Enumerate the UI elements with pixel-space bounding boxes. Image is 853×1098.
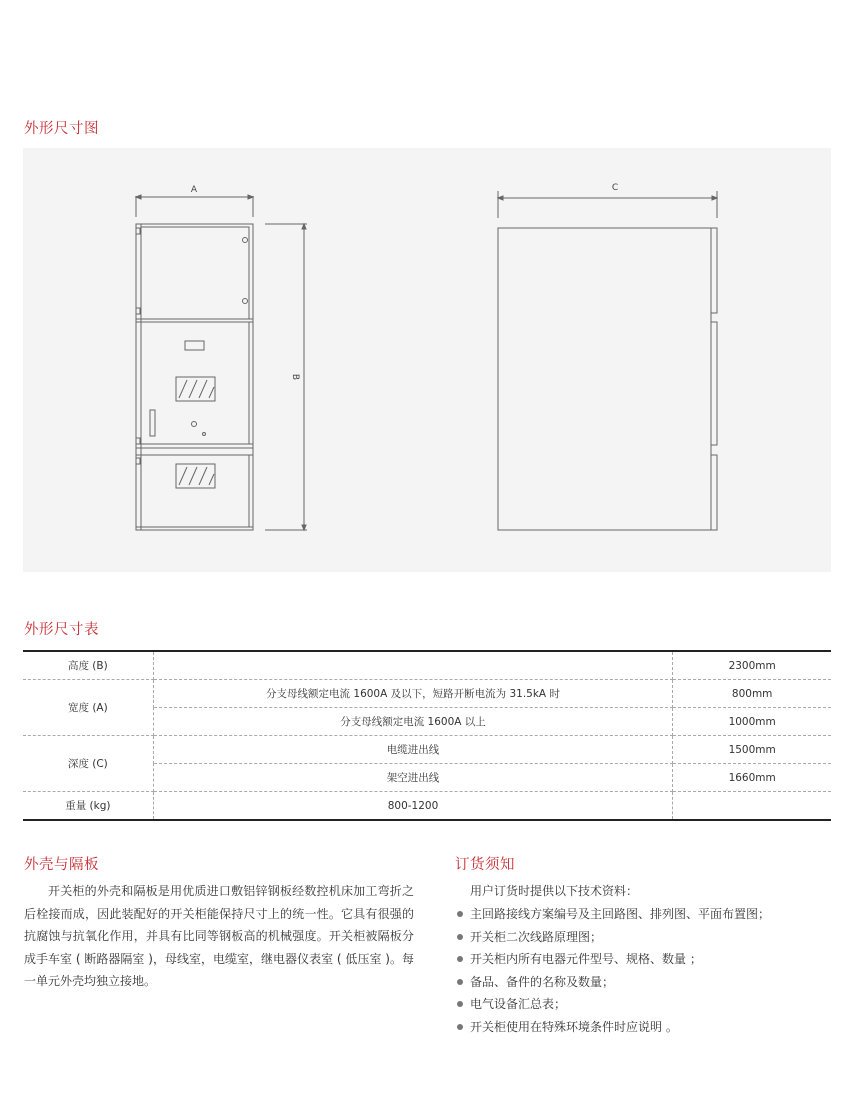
depth-value-1: 1500mm <box>673 736 831 764</box>
weight-empty <box>673 792 831 821</box>
dimension-b-label: B <box>290 373 300 381</box>
width-value-1: 800mm <box>673 680 831 708</box>
weight-value: 800-1200 <box>153 792 673 821</box>
depth-condition-1: 电缆进出线 <box>153 736 673 764</box>
list-item: 备品、备件的名称及数量； <box>455 971 770 994</box>
outline-drawing <box>23 148 831 572</box>
height-label: 高度 (B) <box>23 651 153 680</box>
table-row <box>23 651 831 680</box>
depth-label: 深度 (C) <box>23 736 153 792</box>
table-row <box>23 792 831 821</box>
ordering-intro: 用户订货时提供以下技术资料： <box>470 884 639 898</box>
outline-drawing-title: 外形尺寸图 <box>24 121 99 137</box>
table-row <box>23 680 831 708</box>
ordering-title: 订货须知 <box>455 857 515 873</box>
list-item: 开关柜使用在特殊环境条件时应说明 。 <box>455 1016 770 1039</box>
list-item: 主回路接线方案编号及主回路图、排列图、平面布置图； <box>455 903 770 926</box>
table-row <box>23 736 831 764</box>
height-condition <box>153 651 673 680</box>
enclosure-title: 外壳与隔板 <box>24 857 99 873</box>
cabinet-drawing-svg <box>23 148 831 572</box>
width-condition-2: 分支母线额定电流 1600A 以上 <box>153 708 673 736</box>
width-value-2: 1000mm <box>673 708 831 736</box>
list-item: 开关柜二次线路原理图； <box>455 926 770 949</box>
dimension-table <box>23 650 831 821</box>
ordering-list <box>455 903 770 1038</box>
dimension-a-label: A <box>190 185 198 195</box>
enclosure-paragraph: 开关柜的外壳和隔板是用优质进口敷铝锌钢板经数控机床加工弯折之后栓接而成，因此装配好的开关柜能保持尺寸上的统一性。它具有很强的抗腐蚀与抗氧化作用，并具有比同等钢板高的机械强度。开关柜被隔板分成手车室 ( 断路器隔室 )，母线室，电缆室，继电器仪表室 ( 低压室 )。每一单元外壳均独立接地。 <box>24 884 414 988</box>
dimension-c-label: C <box>611 183 619 193</box>
width-condition-1: 分支母线额定电流 1600A 及以下，短路开断电流为 31.5kA 时 <box>153 680 673 708</box>
weight-label: 重量 (kg) <box>23 792 153 821</box>
depth-value-2: 1660mm <box>673 764 831 792</box>
list-item: 电气设备汇总表； <box>455 993 770 1016</box>
width-label: 宽度 (A) <box>23 680 153 736</box>
list-item: 开关柜内所有电器元件型号、规格、数量 ； <box>455 948 770 971</box>
depth-condition-2: 架空进出线 <box>153 764 673 792</box>
outline-table-title: 外形尺寸表 <box>24 622 99 638</box>
height-value: 2300mm <box>673 651 831 680</box>
